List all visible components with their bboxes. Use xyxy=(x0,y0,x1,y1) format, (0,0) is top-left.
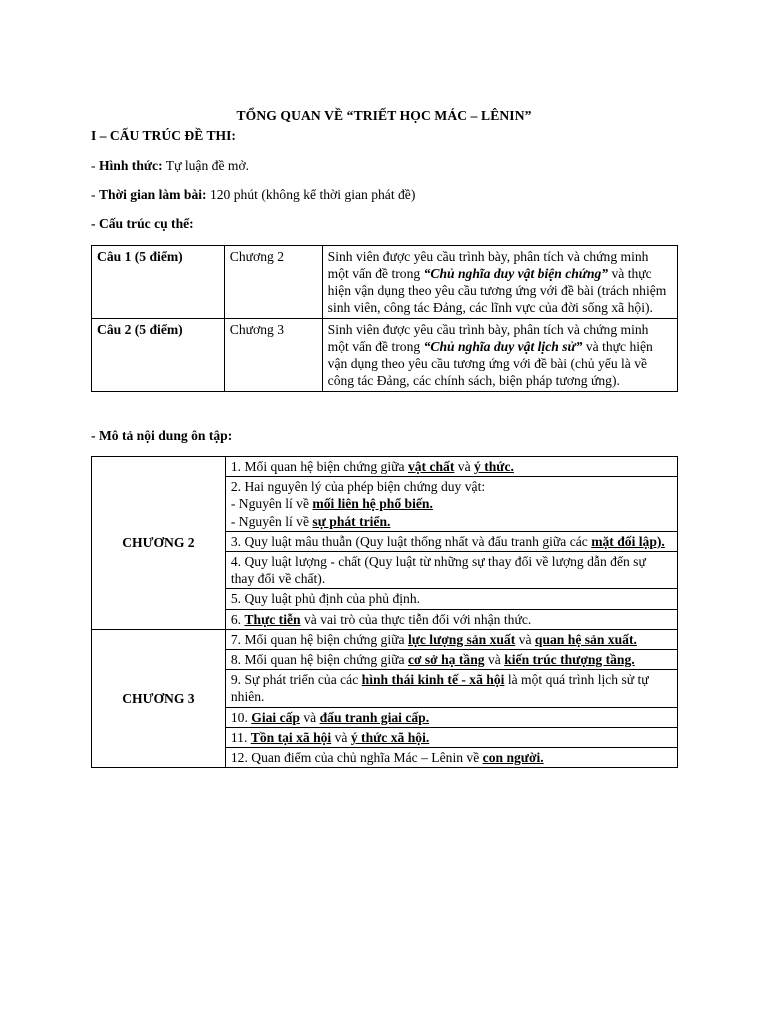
document-title: TỔNG QUAN VỀ “TRIẾT HỌC MÁC – LÊNIN” xyxy=(236,108,532,123)
desc-emphasis: “Chủ nghĩa duy vật biện chứng” xyxy=(423,266,609,281)
form-label: Hình thức: xyxy=(98,158,163,173)
time-label: Thời gian làm bài: xyxy=(98,187,207,202)
question-cell: Câu 2 (5 điểm) xyxy=(92,319,225,392)
key-term: cơ sở hạ tầng xyxy=(407,652,485,668)
review-item-cell xyxy=(225,552,677,589)
key-term: hình thái kinh tế - xã hội xyxy=(361,672,505,688)
item-text: 11. xyxy=(230,729,251,745)
item-text: 5. Quy luật phủ định của phủ định. xyxy=(230,591,421,607)
key-term: sự phát triển. xyxy=(312,513,391,529)
review-item-cell xyxy=(225,748,677,768)
desc-text: và thực hiện vận dụng theo yêu cầu tương ứng với đề bài (trách nhiệm sinh viên, công tác Đảng, các lĩnh vực của đời sống xã hội). xyxy=(327,266,667,315)
item-text: 10. xyxy=(230,709,252,725)
chapter-name-cell: CHƯƠNG 2 xyxy=(92,457,226,630)
item-text: và xyxy=(299,709,320,725)
form-value: Tự luận đề mở. xyxy=(162,158,250,173)
desc-text: Sinh viên được yêu cầu trình bày, phân tích và chứng minh một vấn đề trong xyxy=(327,322,649,354)
item-text: 4. Quy luật lượng - chất (Quy luật từ những sự thay đổi về lượng dẫn đến sự thay đổi về chất). xyxy=(230,554,646,587)
review-item-cell xyxy=(225,670,677,707)
exam-time-line: - Thời gian làm bài: 120 phút (không kể thời gian phát đề) xyxy=(91,187,416,202)
item-text: - Nguyên lí về xyxy=(230,496,313,512)
item-text: và vai trò của thực tiễn đối với nhận thức. xyxy=(300,611,532,627)
description-cell xyxy=(322,246,677,319)
table-row xyxy=(92,319,678,392)
table-row xyxy=(92,246,678,319)
chapter-name-cell: CHƯƠNG 3 xyxy=(92,629,226,767)
review-label: Mô tả nội dung ôn tập: xyxy=(98,428,233,443)
item-text: và xyxy=(331,729,351,745)
chapter-cell: Chương 3 xyxy=(224,319,322,392)
section-heading: I – CẤU TRÚC ĐỀ THI: xyxy=(91,128,236,143)
desc-emphasis: “Chủ nghĩa duy vật lịch sử” xyxy=(423,339,583,354)
question-cell: Câu 1 (5 điểm) xyxy=(92,246,225,319)
chapter-cell: Chương 2 xyxy=(224,246,322,319)
item-text: 8. Mối quan hệ biện chứng giữa xyxy=(230,652,408,668)
item-text: 3. Quy luật mâu thuẫn (Quy luật thống nhất và đấu tranh giữa các xyxy=(230,533,592,549)
item-text: và xyxy=(515,631,535,647)
key-term: mối liên hệ phổ biến. xyxy=(312,496,433,512)
desc-text: Sinh viên được yêu cầu trình bày, phân tích và chứng minh một vấn đề trong xyxy=(327,249,649,281)
item-text: - Nguyên lí về xyxy=(230,513,313,529)
table-row xyxy=(92,457,678,477)
review-content-table xyxy=(91,456,678,768)
key-term: vật chất xyxy=(407,459,455,474)
item-text: 9. Sự phát triển của các xyxy=(230,672,362,688)
item-text: 6. xyxy=(230,611,245,627)
key-term: đấu tranh giai cấp. xyxy=(319,709,430,725)
review-heading: - Mô tả nội dung ôn tập: xyxy=(91,428,233,443)
review-item-cell xyxy=(225,727,677,747)
key-term: mặt đối lập). xyxy=(591,533,665,549)
review-item-cell xyxy=(225,477,677,532)
key-term: Tồn tại xã hội xyxy=(250,729,332,745)
structure-label: Cấu trúc cụ thể: xyxy=(98,216,194,231)
key-term: ý thức xã hội. xyxy=(350,729,430,745)
review-item-cell xyxy=(225,457,677,477)
review-item-cell xyxy=(225,650,677,670)
description-cell xyxy=(322,319,677,392)
item-text: và xyxy=(454,459,475,474)
item-text: 12. Quan điểm của chủ nghĩa Mác – Lênin về xyxy=(230,750,483,766)
structure-heading: - Cấu trúc cụ thể: xyxy=(91,216,194,231)
review-item-cell xyxy=(225,609,677,629)
key-term: Giai cấp xyxy=(251,709,300,725)
item-text: và xyxy=(484,652,505,668)
key-term: lực lượng sản xuất xyxy=(407,631,516,647)
review-item-cell xyxy=(225,707,677,727)
review-item-cell xyxy=(225,629,677,649)
key-term: kiến trúc thượng tầng. xyxy=(504,652,635,668)
time-value: 120 phút (không kể thời gian phát đề) xyxy=(206,187,416,202)
table-row xyxy=(92,629,678,649)
review-item-cell xyxy=(225,589,677,609)
item-text: 7. Mối quan hệ biện chứng giữa xyxy=(230,631,408,647)
exam-structure-table xyxy=(91,245,678,392)
key-term: Thực tiễn xyxy=(244,611,301,627)
item-text: là một quá trình lịch sử tự nhiên. xyxy=(230,672,649,705)
item-text: 1. Mối quan hệ biện chứng giữa xyxy=(230,459,408,474)
key-term: quan hệ sản xuất. xyxy=(534,631,637,647)
key-term: con người. xyxy=(482,750,544,766)
desc-text: và thực hiện vận dụng theo yêu cầu tương ứng với đề bài (chủ yếu là về công tác Đảng, các chính sách, biện pháp tương ứng). xyxy=(327,339,653,388)
item-text: 2. Hai nguyên lý của phép biện chứng duy vật: xyxy=(230,479,486,495)
review-item-cell xyxy=(225,531,677,551)
key-term: ý thức. xyxy=(474,459,514,474)
exam-form-line: - Hình thức: Tự luận đề mở. xyxy=(91,158,250,173)
